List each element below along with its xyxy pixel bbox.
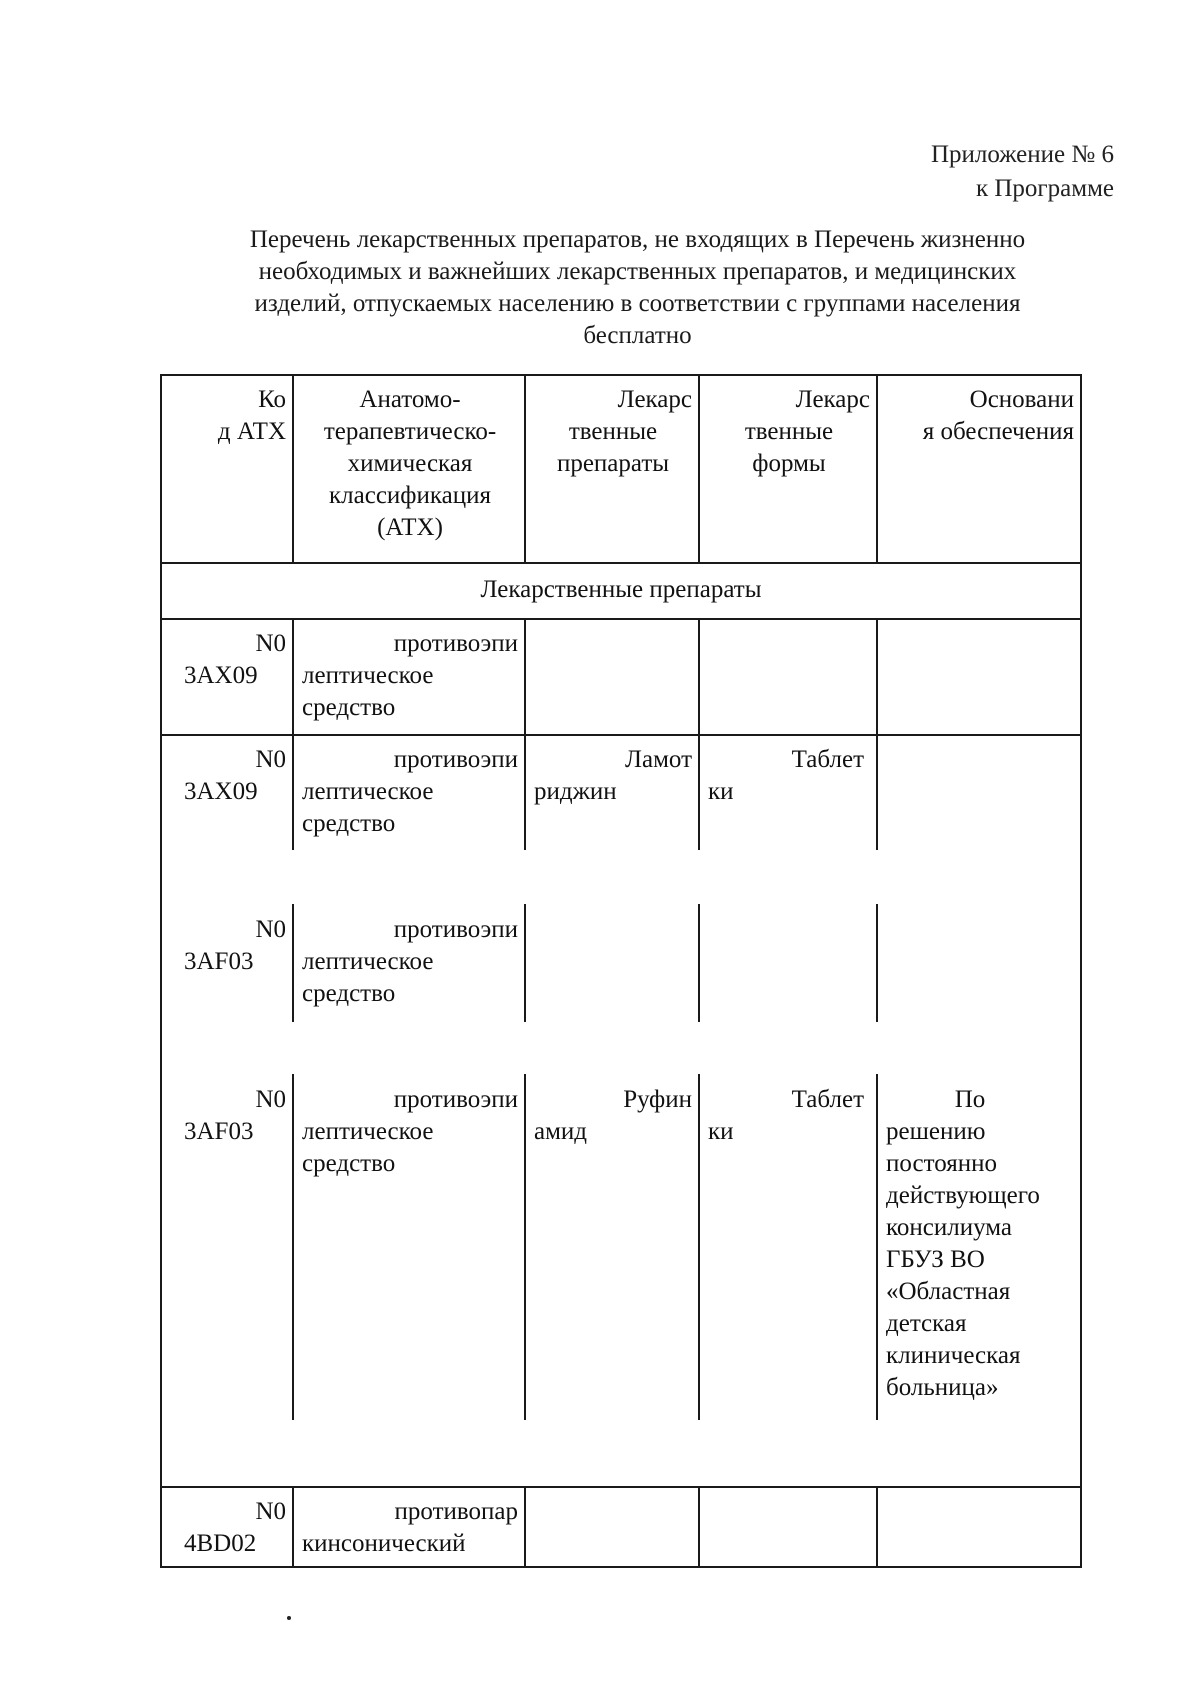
cell-text: N0 — [255, 1086, 286, 1113]
cell-text: риджин — [534, 778, 617, 805]
cell-text: 3AF03 — [184, 1118, 254, 1145]
cell-text: противоэпи — [393, 1086, 518, 1113]
table-row — [160, 1486, 1082, 1566]
header-drugs — [526, 374, 700, 480]
title-line: необходимых и важнейших лекарственных препаратов, и медицинских — [258, 258, 1017, 285]
scan-speck — [287, 1616, 291, 1620]
cell-text: детская — [886, 1310, 967, 1337]
cell-text: Руфин — [623, 1086, 692, 1113]
cell-text: 3AX09 — [184, 778, 258, 805]
table-row — [160, 1074, 1082, 1420]
header-text: твенные — [568, 418, 658, 445]
cell-text: средство — [302, 810, 396, 837]
cell-text: больница» — [886, 1374, 999, 1401]
dosage-form-cell — [700, 734, 878, 808]
title-line: бесплатно — [583, 322, 692, 349]
cell-text: кинсонический — [302, 1530, 466, 1557]
cell-text: постоянно — [886, 1150, 997, 1177]
atc-classification-cell — [294, 618, 526, 724]
title-line: изделий, отпускаемых населению в соответствии с группами населения — [254, 290, 1021, 317]
header-text: (АТХ) — [377, 514, 443, 541]
basis-cell — [878, 1074, 1082, 1404]
atc-classification-cell — [294, 1074, 526, 1180]
cell-text: противопар — [394, 1498, 518, 1525]
cell-text: Таблет — [791, 1086, 864, 1113]
header-atc-classification — [294, 374, 526, 544]
atc-classification-cell — [294, 904, 526, 1010]
cell-text: противоэпи — [393, 746, 518, 773]
cell-text: средство — [302, 1150, 396, 1177]
atc-code-cell — [160, 1486, 294, 1560]
cell-text: противоэпи — [393, 916, 518, 943]
table-row — [160, 734, 1082, 850]
cell-text: лептическое — [302, 662, 434, 689]
cell-text: лептическое — [302, 1118, 434, 1145]
document-title — [160, 224, 1115, 352]
table-row — [160, 904, 1082, 1022]
appendix-program: к Программе — [975, 175, 1114, 202]
cell-text: консилиума — [886, 1214, 1013, 1241]
cell-text: средство — [302, 980, 396, 1007]
table-row — [160, 618, 1082, 734]
cell-text: средство — [302, 694, 396, 721]
atc-classification-cell — [294, 734, 526, 840]
dosage-form-cell — [700, 1074, 878, 1148]
header-dosage-forms — [700, 374, 878, 480]
header-text: Анатомо- — [359, 386, 461, 413]
cell-text: решению — [886, 1118, 986, 1145]
cell-text: N0 — [255, 746, 286, 773]
cell-text: Ламот — [625, 746, 692, 773]
header-text: формы — [752, 450, 826, 477]
header-text: Ко — [258, 386, 286, 413]
header-text: твенные — [744, 418, 834, 445]
atc-code-cell — [160, 618, 294, 692]
cell-text: N0 — [255, 630, 286, 657]
section-header: Лекарственные препараты — [480, 576, 762, 603]
drug-name-cell — [526, 734, 700, 808]
header-text: препараты — [556, 450, 670, 477]
header-text: химическая — [347, 450, 473, 477]
header-text: д АТХ — [217, 418, 286, 445]
atc-code-cell — [160, 904, 294, 978]
cell-text: лептическое — [302, 778, 434, 805]
drug-name-cell — [526, 1074, 700, 1148]
header-basis — [878, 374, 1082, 448]
table-bottom-border — [160, 1566, 1082, 1568]
header-text: Лекарс — [617, 386, 692, 413]
appendix-number: Приложение № 6 — [930, 141, 1114, 168]
cell-text: действующего — [886, 1182, 1040, 1209]
header-text: классификация — [329, 482, 491, 509]
cell-text: 3AX09 — [184, 662, 258, 689]
cell-text: 4BD02 — [184, 1530, 257, 1557]
atc-classification-cell — [294, 1486, 526, 1560]
cell-text: клиническая — [886, 1342, 1021, 1369]
cell-text: амид — [534, 1118, 588, 1145]
header-text: я обеспечения — [922, 418, 1074, 445]
drug-list-table — [160, 374, 1082, 1566]
cell-text: N0 — [255, 1498, 286, 1525]
cell-text: По — [954, 1086, 986, 1113]
cell-text: лептическое — [302, 948, 434, 975]
header-text: Лекарс — [795, 386, 870, 413]
cell-text: «Областная — [886, 1278, 1011, 1305]
header-atc-code — [160, 374, 294, 448]
cell-text: 3AF03 — [184, 948, 254, 975]
header-text: терапевтическо- — [323, 418, 497, 445]
appendix-reference — [931, 138, 1114, 206]
atc-code-cell — [160, 734, 294, 808]
atc-code-cell — [160, 1074, 294, 1148]
title-line: Перечень лекарственных препаратов, не входящих в Перечень жизненно — [249, 226, 1026, 253]
cell-text: ГБУЗ ВО — [886, 1246, 985, 1273]
header-text: Основани — [969, 386, 1074, 413]
cell-text: N0 — [255, 916, 286, 943]
cell-text: ки — [708, 1118, 734, 1145]
cell-text: ки — [708, 778, 734, 805]
cell-text: противоэпи — [393, 630, 518, 657]
cell-text: Таблет — [791, 746, 864, 773]
